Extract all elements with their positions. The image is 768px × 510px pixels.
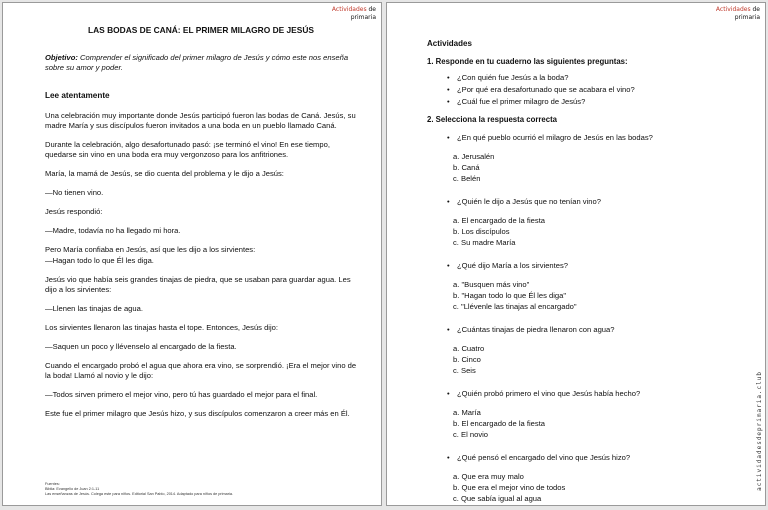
answer-option[interactable]: a. Que era muy malo (453, 472, 524, 481)
objective-label: Objetivo: (45, 53, 78, 62)
answer-option[interactable]: c. Belén (453, 174, 481, 183)
answer-options (453, 344, 745, 376)
story-paragraph: —No tienen vino. (45, 188, 104, 197)
story-paragraph: Cuando el encargado probó el agua que ahora era vino, se sorprendió. ¡Era el mejor vino de la boda! Llamó al novio y le dijo: (45, 361, 357, 380)
story-paragraph: Jesús vio que había seis grandes tinajas de piedra, que se usaban para guardar agua. Les dijo a los sirvientes: (45, 275, 351, 294)
page-title: LAS BODAS DE CANÁ: EL PRIMER MILAGRO DE JESÚS (88, 25, 314, 35)
story-paragraph: Pero María confiaba en Jesús, así que les dijo a los sirvientes: (45, 245, 256, 254)
story-paragraph: Este fue el primer milagro que Jesús hizo, y sus discípulos comenzaron a creer más en Él. (45, 409, 350, 418)
brand-logo (716, 6, 760, 22)
brand-line1: Actividades (715, 6, 751, 13)
question: • ¿Cuántas tinajas de piedra llenaron con agua? (427, 325, 745, 335)
site-watermark: actividadesdeprimaria.club (756, 371, 763, 491)
question: • ¿Quién probó primero el vino que Jesús había hecho? (427, 389, 745, 399)
section1-list (447, 73, 745, 107)
story-paragraph: Los sirvientes llenaron las tinajas hasta el tope. Entonces, Jesús dijo: (45, 323, 279, 332)
objective-text: Comprender el significado del primer milagro de Jesús y cómo este nos enseña sobre su amor y poder. (45, 53, 349, 72)
story-paragraph: —Madre, todavía no ha llegado mi hora. (45, 226, 181, 235)
answer-option[interactable]: a. El encargado de la fiesta (453, 216, 546, 225)
objective (45, 53, 357, 73)
answer-option[interactable]: b. El encargado de la fiesta (453, 419, 546, 428)
story-paragraph: Jesús respondió: (45, 207, 103, 216)
read-heading: Lee atentamente (45, 91, 110, 100)
brand-line1: Actividades (331, 6, 367, 13)
page2-content (427, 39, 745, 505)
answer-options (453, 408, 745, 440)
section2-heading: 2. Selecciona la respuesta correcta (427, 115, 558, 124)
story-paragraph: María, la mamá de Jesús, se dio cuenta del problema y le dijo a Jesús: (45, 169, 284, 178)
footer-line: Biblia: Evangelio de Juan 2:1-11 (45, 487, 100, 491)
answer-option[interactable]: c. "Llévenle las tinajas al encargado" (453, 302, 577, 311)
brand-line2: de (752, 6, 760, 13)
worksheet-page-2 (386, 2, 766, 506)
story-paragraph: Durante la celebración, algo desafortunado pasó: ¡se terminó el vino! En ese tiempo, quedarse sin vino en una boda era muy vergonzoso para los anfitriones. (45, 140, 330, 159)
answer-option[interactable]: c. Seis (453, 366, 476, 375)
worksheet-page-1 (2, 2, 382, 506)
brand-line3: primaria (734, 14, 760, 21)
answer-options (453, 152, 745, 184)
question: • ¿En qué pueblo ocurrió el milagro de Jesús en las bodas? (427, 133, 745, 143)
list-item: • ¿Cuál fue el primer milagro de Jesús? (447, 97, 745, 107)
brand-line3: primaria (350, 14, 376, 21)
page1-content (45, 25, 357, 428)
question: • ¿Qué dijo María a los sirvientes? (427, 261, 745, 271)
answer-option[interactable]: a. María (453, 408, 481, 417)
answer-options (453, 216, 745, 248)
answer-option[interactable]: c. Su madre María (453, 238, 516, 247)
question: • ¿Quién le dijo a Jesús que no tenían vino? (427, 197, 745, 207)
answer-option[interactable]: c. Que sabía igual al agua (453, 494, 542, 503)
question: • ¿Qué pensó el encargado del vino que Jesús hizo? (427, 453, 745, 463)
activities-heading: Actividades (427, 39, 472, 48)
answer-option[interactable]: a. Cuatro (453, 344, 485, 353)
story-paragraph: Una celebración muy importante donde Jesús participó fueron las bodas de Caná. Jesús, su madre María y sus discípulos fueron invitados a una boda en un pueblo llamado Caná. (45, 111, 356, 130)
answer-option[interactable]: b. "Hagan todo lo que Él les diga" (453, 291, 567, 300)
section1-heading: 1. Responde en tu cuaderno las siguientes preguntas: (427, 57, 628, 66)
story-paragraph: —Hagan todo lo que Él les diga. (45, 256, 154, 265)
sources-footer (45, 482, 233, 497)
footer-line: Las enseñanzas de Jesús. Colega este para niños. Editorial San Pablo, 2014. Adaptado para niños de primaria. (45, 492, 234, 496)
brand-line2: de (368, 6, 376, 13)
brand-logo (332, 6, 376, 22)
answer-option[interactable]: b. Que era el mejor vino de todos (453, 483, 566, 492)
list-item: • ¿Por qué era desafortunado que se acabara el vino? (447, 85, 745, 95)
answer-option[interactable]: a. "Busquen más vino" (453, 280, 530, 289)
answer-option[interactable]: a. Jerusalén (453, 152, 495, 161)
list-item: • ¿Con quién fue Jesús a la boda? (447, 73, 745, 83)
answer-option[interactable]: c. El novio (453, 430, 489, 439)
story-paragraph: —Todos sirven primero el mejor vino, pero tú has guardado el mejor para el final. (45, 390, 318, 399)
answer-options (453, 280, 745, 312)
story-paragraph: —Llenen las tinajas de agua. (45, 304, 143, 313)
answer-options (453, 472, 745, 504)
answer-option[interactable]: b. Cinco (453, 355, 481, 364)
answer-option[interactable]: b. Los discípulos (453, 227, 510, 236)
story-paragraph: —Saquen un poco y llévenselo al encargado de la fiesta. (45, 342, 237, 351)
footer-line: Fuentes: (45, 482, 60, 486)
answer-option[interactable]: b. Caná (453, 163, 480, 172)
